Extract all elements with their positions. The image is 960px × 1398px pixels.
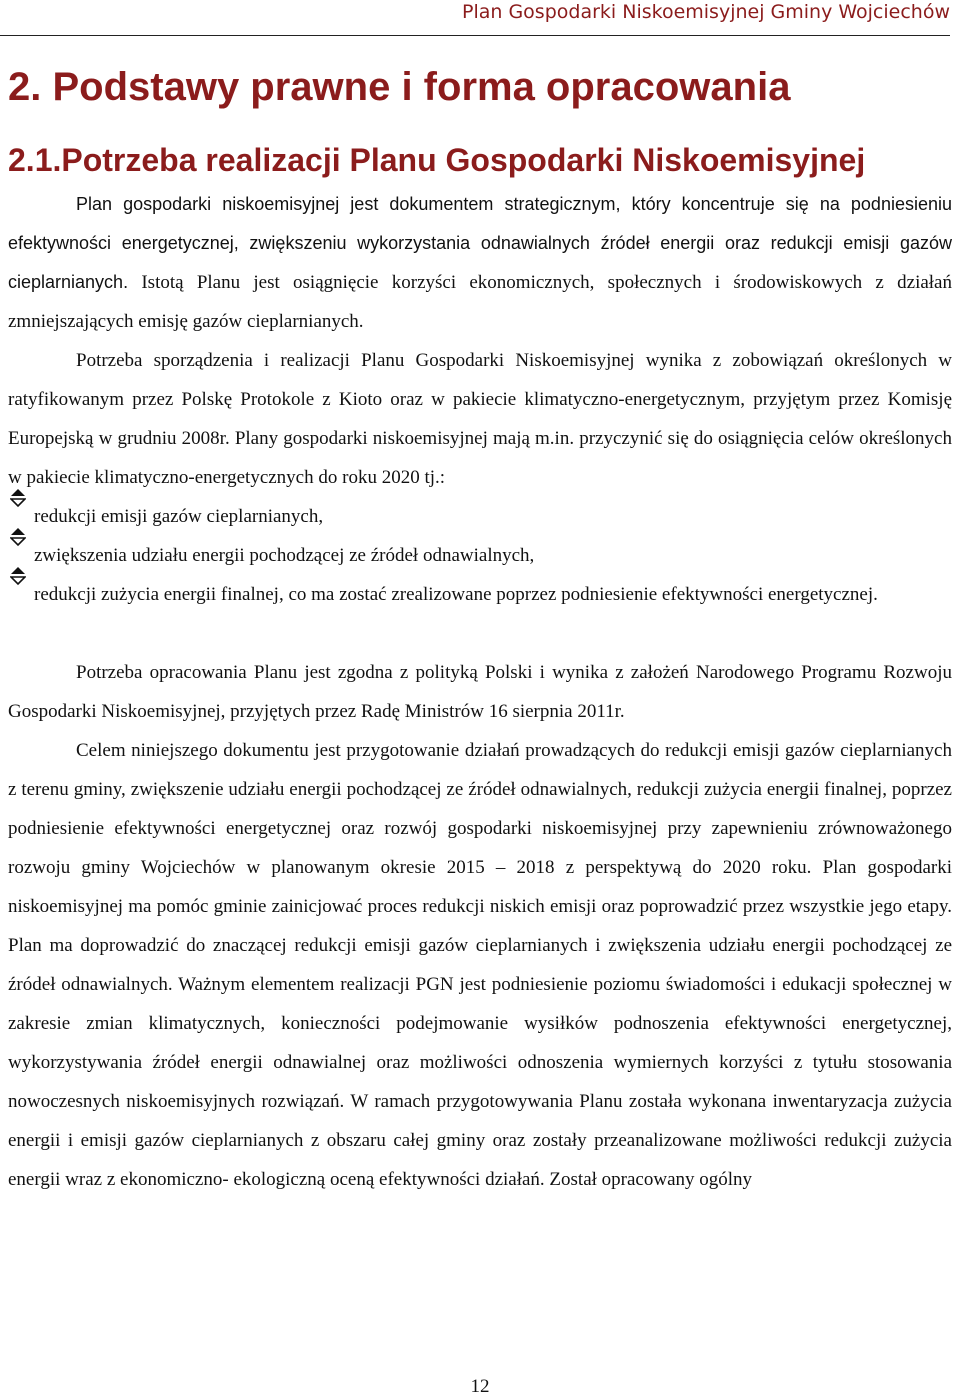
double-arrow-bullet-icon — [8, 580, 34, 600]
paragraph-1 — [8, 185, 952, 341]
spacer — [8, 614, 952, 653]
paragraph-1-serif-text: Istotą Planu jest osiągnięcie korzyści ekonomicznych, społecznych i środowiskowych z działań zmniejszających emisję gazów cieplarnianych. — [8, 272, 952, 332]
paragraph-3: Potrzeba opracowania Planu jest zgodna z polityką Polski i wynika z założeń Narodowego Programu Rozwoju Gospodarki Niskoemisyjnej, przyjętych przez Radę Ministrów 16 sierpnia 2011r. — [8, 662, 952, 722]
document-body — [8, 185, 952, 1199]
paragraph-4: Celem niniejszego dokumentu jest przygotowanie działań prowadzących do redukcji emisji gazów cieplarnianych z terenu gminy, zwiększenie udziału energii pochodzącej ze źródeł odnawialnych, redukcji zużycia energii finalnej, poprzez podniesienie efektywności energetycznej oraz rozwój gospodarki niskoemisyjnej przy zapewnieniu zrównoważonego rozwoju gminy Wojciechów w planowanym okresie 2015 – 2018 z perspektywą do 2020 roku. Plan gospodarki niskoemisyjnej ma pomóc gminie zainicjować proces redukcji niskich emisji oraz poprowadzić przez wszystkie jego etapy. Plan ma doprowadzić do znaczącej redukcji emisji gazów cieplarnianych i zwiększenia udziału energii pochodzącej ze źródeł odnawialnych. Ważnym elementem realizacji PGN jest podniesienie poziomu świadomości i edukacji społecznej w zakresie zmian klimatycznych, konieczności podejmowanie wysiłków podnoszenia efektywności energetycznej, wykorzystywania źródeł energii odnawialnej oraz możliwości odnoszenia wymiernych korzyści z tytułu stosowania nowoczesnych niskoemisyjnych rozwiązań. W ramach przygotowywania Planu została wykonana inwentaryzacja zużycia energii i emisji gazów cieplarnianych z obszaru całej gminy oraz zostały przeanalizowane możliwości redukcji zużycia energii wraz z ekonomiczno- ekologiczną oceną efektywności działań. Został opracowany ogólny — [8, 740, 952, 1190]
chapter-heading: 2. Podstawy prawne i forma opracowania — [8, 65, 791, 109]
bullet-item-1 — [8, 497, 952, 536]
paragraph-2: Potrzeba sporządzenia i realizacji Planu Gospodarki Niskoemisyjnej wynika z zobowiązań określonych w ratyfikowanym przez Polskę Protokole z Kioto oraz w pakiecie klimatyczno-energetycznym, przyjętym przez Komisję Europejską w grudniu 2008r. Plany gospodarki niskoemisyjnej mają m.in. przyczynić się do osiągnięcia celów określonych w pakiecie klimatyczno-energetycznych do roku 2020 tj.: — [8, 350, 952, 488]
page-number: 12 — [470, 1376, 490, 1397]
double-arrow-bullet-icon — [8, 541, 34, 561]
running-header: Plan Gospodarki Niskoemisyjnej Gminy Wojciechów — [462, 1, 950, 23]
bullet-text: zwiększenia udziału energii pochodzącej ze źródeł odnawialnych, — [34, 545, 535, 566]
bullet-text: redukcji zużycia energii finalnej, co ma zostać zrealizowane poprzez podniesienie efektywności energetycznej. — [34, 584, 878, 605]
double-arrow-bullet-icon — [8, 502, 34, 522]
header-rule — [0, 35, 950, 36]
bullet-item-2 — [8, 536, 952, 575]
paragraph-1-sans-text: Plan gospodarki niskoemisyjnej jest dokumentem strategicznym, który koncentruje się na podniesieniu efektywności energetycznej, zwiększeniu wykorzystania odnawialnych źródeł energii oraz redukcji emisji gazów cieplarnianych. — [8, 194, 952, 292]
bullet-item-3 — [8, 575, 952, 614]
bullet-text: redukcji emisji gazów cieplarnianych, — [34, 506, 324, 527]
section-heading: 2.1.Potrzeba realizacji Planu Gospodarki Niskoemisyjnej — [8, 142, 866, 178]
